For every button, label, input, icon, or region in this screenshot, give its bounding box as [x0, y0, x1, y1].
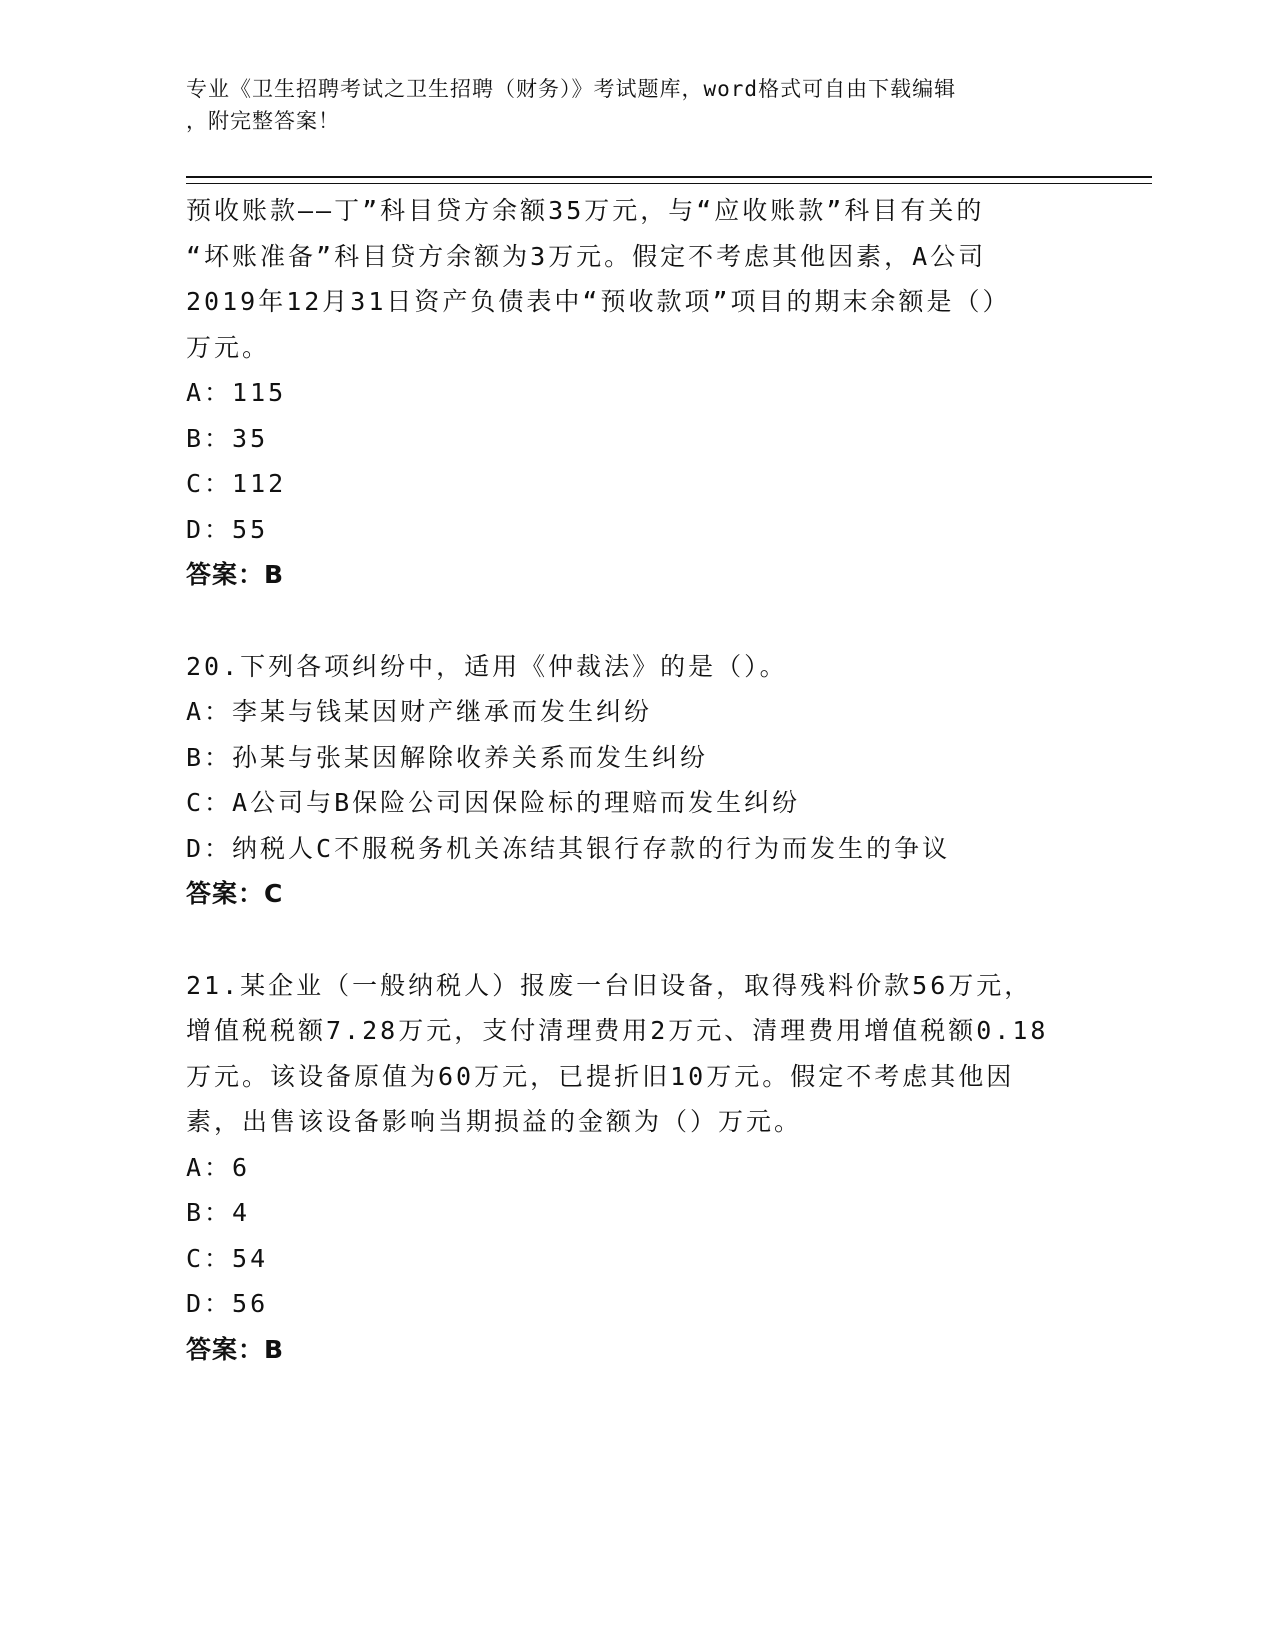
option-c: C：112: [186, 469, 287, 498]
option-c: C：54: [186, 1243, 269, 1273]
option-d: D：纳税人C不服税务机关冻结其银行存款的行为而发生的争议: [186, 833, 951, 863]
question-text-line: 预收账款——丁”科目贷方余额35万元，与“应收账款”科目有关的: [186, 196, 985, 225]
option-a: A：6: [186, 1152, 251, 1182]
question-text-line: 万元。: [186, 332, 271, 362]
question-text-line: 素，出售该设备影响当期损益的金额为（）万元。: [186, 1107, 803, 1136]
answer: 答案：C: [186, 879, 284, 908]
question-21: [186, 963, 1086, 1373]
answer: 答案：B: [186, 560, 285, 589]
question-19: [186, 188, 1086, 598]
question-text-line: 20.下列各项纠纷中，适用《仲裁法》的是（）。: [186, 651, 788, 681]
option-b: B：35: [186, 423, 269, 453]
option-b: B：4: [186, 1198, 251, 1227]
question-text-line: 增值税税额7.28万元，支付清理费用2万元、清理费用增值税额0.18: [186, 1016, 1049, 1045]
spacer: [186, 598, 1086, 644]
option-d: D：56: [186, 1289, 269, 1318]
option-a: A：李某与钱某因财产继承而发生纠纷: [186, 697, 653, 726]
question-text-line: “坏账准备”科目贷方余额为3万元。假定不考虑其他因素，A公司: [186, 241, 987, 271]
document-header: [186, 73, 1086, 137]
question-text-line: 21.某企业（一般纳税人）报废一台旧设备，取得残料价款56万元，: [186, 970, 1033, 1000]
option-c: C：A公司与B保险公司因保险标的理赔而发生纠纷: [186, 788, 801, 817]
question-content: [186, 188, 1086, 1372]
question-text-line: 万元。该设备原值为60万元，已提折旧10万元。假定不考虑其他因: [186, 1061, 1015, 1091]
answer: 答案：B: [186, 1334, 285, 1364]
option-b: B：孙某与张某因解除收养关系而发生纠纷: [186, 742, 709, 772]
option-a: A：115: [186, 378, 287, 407]
option-d: D：55: [186, 514, 269, 544]
header-divider-thin: [186, 183, 1152, 184]
spacer: [186, 917, 1086, 963]
header-line-1: 专业《卫生招聘考试之卫生招聘（财务）》考试题库，word格式可自由下载编辑: [186, 77, 957, 101]
header-divider-thick: [186, 176, 1152, 178]
header-line-2: ，附完整答案！: [186, 109, 340, 133]
question-20: [186, 644, 1086, 917]
question-text-line: 2019年12月31日资产负债表中“预收款项”项目的期末余额是（）: [186, 287, 1011, 316]
